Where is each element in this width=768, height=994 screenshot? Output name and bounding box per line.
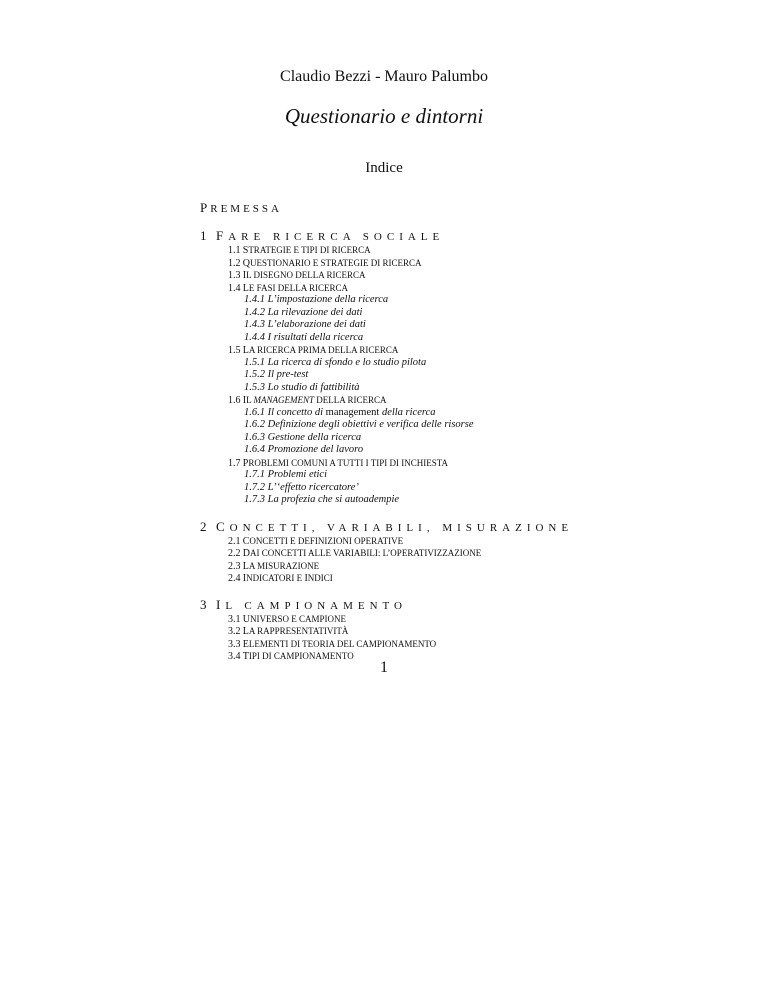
chapter-title-rest: ONCETTI, VARIABILI, MISURAZIONE [229,521,574,534]
toc-section [200,269,620,282]
section-title-rest: L DISEGNO DELLA RICERCA [246,270,366,280]
toc-subsection: 1.4.1 L’impostazione della ricerca [244,294,389,305]
section-number: 3.4 [228,651,241,662]
toc-section [200,282,620,295]
chapter-title [200,228,620,244]
section-title-rest: TRATEGIE E TIPI DI RICERCA [248,245,371,255]
subsection-text: 1.6.1 Il concetto di [244,406,326,418]
chapter-title-rest: ARE RICERCA SOCIALE [228,231,445,243]
section-title-rest: IPI DI CAMPIONAMENTO [248,651,354,661]
toc-section [200,625,620,638]
section-number: 2.2 [228,548,241,559]
toc-subsection: 1.7.3 La profezia che si autoadempie [244,494,400,505]
toc-premessa [200,200,620,216]
section-title-rest: A MISURAZIONE [248,560,320,571]
chapter-initial: C [216,518,230,534]
section-number: 3.2 [228,626,241,637]
toc-section [200,257,620,270]
toc-subsection: 1.7.2 L’‘effetto ricercatore’ [244,481,359,493]
subsection-text: 1.6.2 Definizione degli obiettivi e verifica delle risorse [244,419,474,430]
section-initial: C [242,535,250,547]
toc-subsection [200,419,620,432]
premessa-rest: REMESSA [210,203,282,215]
subsection-text-post: della ricerca [379,406,436,418]
toc-subsection: 1.4.3 L’elaborazione dei dati [244,319,366,330]
section-initial: L [242,345,249,356]
toc-subsection [200,432,620,445]
chapter-title [200,597,620,613]
toc-chapter [200,519,620,585]
section-initial: L [242,282,249,294]
toc-section [200,457,620,470]
toc-subsection: 1.5.3 Lo studio di fattibilità [244,381,360,393]
section-number: 1.1 [228,245,241,256]
section-number: 1.2 [228,257,241,269]
premessa-initial: P [200,200,211,215]
section-title-rest: L [246,395,254,405]
toc-section [200,547,620,560]
page-number: 1 [380,659,388,676]
toc-subsection [200,407,620,420]
toc-section [200,572,620,585]
section-title-rest: ONCETTI E DEFINIZIONI OPERATIVE [249,535,404,546]
section-number: 1.3 [228,270,241,281]
section-initial: L [242,560,249,572]
toc-chapter [200,597,620,663]
section-initial: S [242,245,249,256]
toc-section [200,638,620,651]
section-initial: Q [242,257,250,269]
toc-subsection: 1.5.2 Il pre-test [244,369,309,380]
section-number: 3.3 [228,638,241,650]
table-of-contents [200,200,620,663]
toc-section [200,244,620,257]
section-title-rest: NDICATORI E [246,573,305,583]
document-title: Questionario e dintorni [284,104,484,128]
chapter-initial: I [216,596,226,612]
section-title-rest: AI CONCETTI ALLE VARIABILI: L’OPERATIVIZZAZIONE [249,548,482,558]
section-title-rest-2: NDICI [307,573,333,583]
chapter-initial: F [216,228,229,243]
section-number: 2.3 [228,560,241,572]
section-initial: E [242,638,249,650]
section-title-rest: UESTIONARIO E STRATEGIE DI RICERCA [249,257,422,268]
section-initial: I [242,395,247,406]
chapter-number: 2 [200,518,207,534]
subsection-text-upright: management [325,406,380,418]
subsection-text: 1.6.4 Promozione del lavoro [244,444,364,455]
subsection-text: 1.6.3 Gestione della ricerca [244,431,362,443]
toc-chapter [200,228,620,507]
section-title-rest: NIVERSO E CAMPIONE [249,613,346,624]
section-title-rest: A RAPPRESENTATIVITÀ [248,626,349,636]
section-initial: U [242,613,250,625]
section-title-rest: A RICERCA PRIMA DELLA RICERCA [248,345,399,355]
section-number: 3.1 [228,613,241,625]
section-initial: P [242,457,249,469]
section-title-after: DELLA RICERCA [314,395,387,405]
authors: Claudio Bezzi - Mauro Palumbo [280,68,488,85]
section-number: 1.4 [228,282,241,294]
section-number: 1.5 [228,345,241,356]
toc-subsection: 1.5.1 La ricerca di sfondo e lo studio pilota [244,356,427,368]
toc-section [200,344,620,357]
section-initial: L [242,626,249,637]
toc-chapters [200,228,620,663]
section-title-rest: ROBLEMI COMUNI A TUTTI I TIPI DI INCHIESTA [248,457,448,468]
toc-section [200,394,620,407]
section-initial: D [242,548,250,559]
section-initial: I [242,270,247,281]
section-number: 1.6 [228,395,241,406]
chapter-number: 1 [200,228,207,243]
section-title-rest: E FASI DELLA RICERCA [248,282,348,293]
section-number: 2.4 [228,573,241,584]
section-number: 2.1 [228,535,241,547]
toc-section [200,560,620,573]
toc-section [200,535,620,548]
toc-subsection [200,444,620,457]
index-heading: Indice [365,160,403,176]
section-initial: T [242,651,249,662]
section-title-italic: MANAGEMENT [253,395,315,405]
chapter-number: 3 [200,596,207,612]
section-initial-2: I [304,573,308,584]
section-initial: I [242,573,247,584]
toc-subsection: 1.4.2 La rilevazione dei dati [244,306,363,318]
toc-section [200,613,620,626]
toc-subsection: 1.7.1 Problemi etici [244,469,328,480]
section-number: 1.7 [228,457,241,469]
chapter-title [200,519,620,535]
toc-subsection: 1.4.4 I risultati della ricerca [244,331,364,343]
chapter-title-rest: L CAMPIONAMENTO [225,599,407,612]
section-title-rest: LEMENTI DI TEORIA DEL CAMPIONAMENTO [248,638,437,649]
